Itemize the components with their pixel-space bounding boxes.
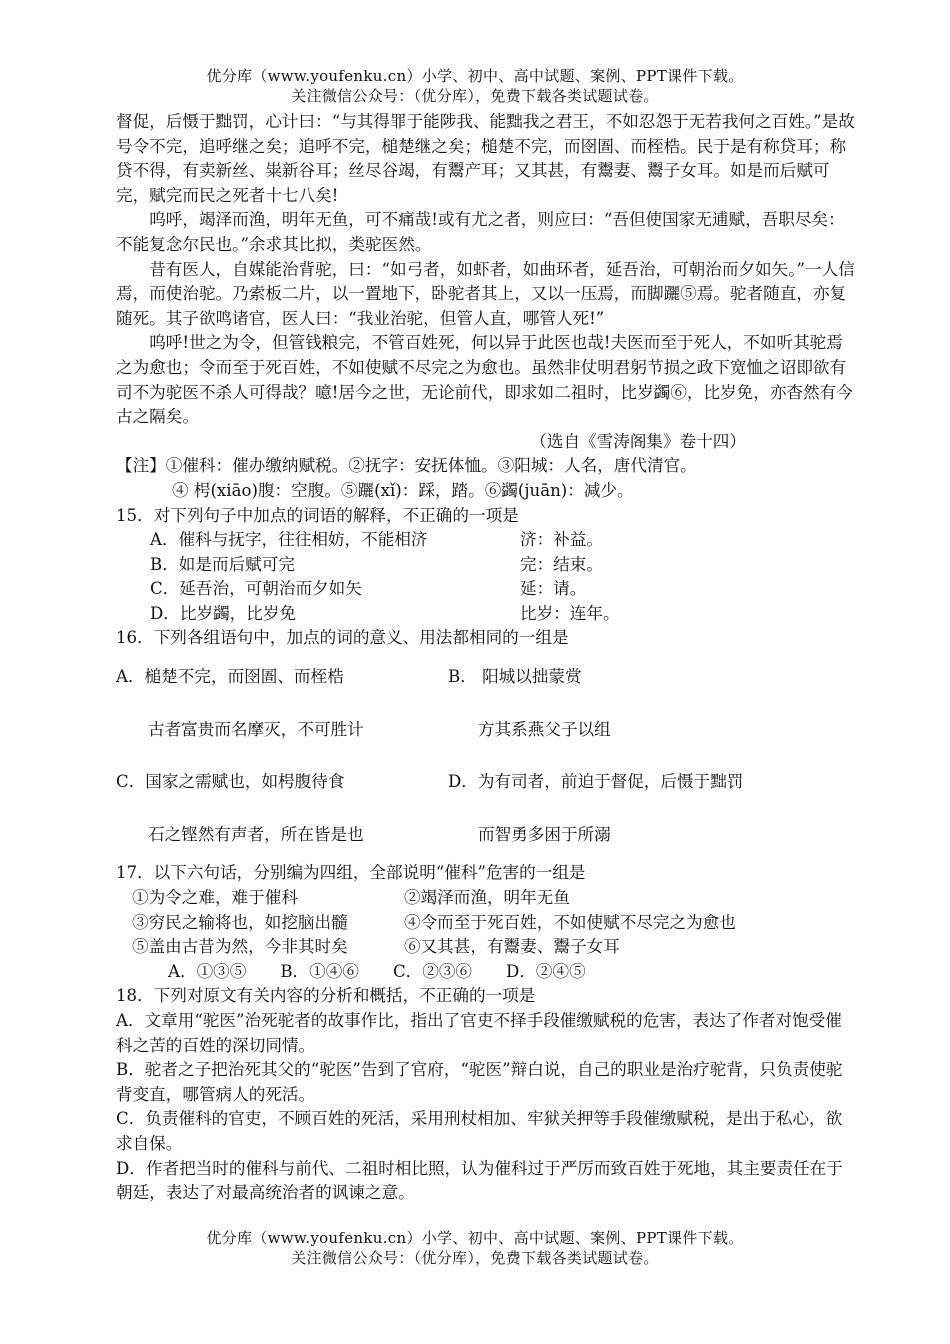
question-18-option-d: D．作者把当时的催科与前代、二祖时相比照，认为催科过于严厉而致百姓于死地，其主要责任在于朝廷，表达了对最高统治者的讽谏之意。	[116, 1158, 843, 1203]
notes-line-1: 【注】①催科：催办缴纳赋税。②抚字：安抚体恤。③阳城：人名，唐代清官。	[116, 456, 697, 476]
question-15-option-c: C．延吾治，可朝治而夕如矢 延：请。	[150, 579, 587, 599]
question-15-option-b: B．如是而后赋可完 完：结束。	[150, 554, 603, 574]
question-16-stem: 16．下列各组语句中，加点的词的意义、用法都相同的一组是	[116, 628, 569, 648]
question-18-option-c: C．负责催科的官吏，不顾百姓的死活，采用刑杖相加、牢狱关押等手段催缴赋税，是出于私心，欲求自保。	[116, 1109, 843, 1153]
question-17-sentences-row-1: ①为令之难，难于催科 ②竭泽而渔，明年无鱼	[132, 888, 570, 908]
question-17-choices: A．①③⑤ B．①④⑥ C．②③⑥ D．②④⑤	[168, 961, 586, 981]
header-line-2: 关注微信公众号：（优分库），免费下载各类试题试卷。	[291, 87, 659, 105]
question-16-row-cd-1: C．国家之需赋也，如枵腹待食 D．为有司者，前迫于督促，后慑于黜罚	[116, 772, 744, 792]
footer-line-2: 关注微信公众号：（优分库），免费下载各类试题试卷。	[291, 1249, 659, 1267]
question-18-stem: 18．下列对原文有关内容的分析和概括，不正确的一项是	[116, 986, 536, 1006]
document-body	[116, 110, 856, 1206]
page-header	[0, 66, 950, 106]
page-footer	[0, 1228, 950, 1268]
notes-line-2: ④ 枵(xiāo)腹：空腹。⑤躧(xǐ)：踩，踏。⑥蠲(juān)：减少。	[172, 480, 634, 500]
passage-paragraph-1: 督促，后慑于黜罚，心计曰：“与其得罪于能陟我、能黜我之君王，不如忍怨于无若我何之百姓。”是故号令不完，追呼继之矣；追呼不完，槌楚继之矣；槌楚不完，而囹圄、而桎梏。民于是有称贷耳；称贷不得，有卖新丝、粜新谷耳；丝尽谷竭，有鬻产耳；又其甚，有鬻妻、鬻子女耳。如是而后赋可完，赋完而民之死者十七八矣!	[116, 112, 855, 205]
question-15-stem: 15．对下列句子中加点的词语的解释，不正确的一项是	[116, 505, 519, 525]
question-15-option-d: D．比岁蠲，比岁免 比岁：连年。	[150, 603, 620, 623]
question-17-stem: 17．以下六句话，分别编为四组，全部说明“催科”危害的一组是	[116, 863, 586, 883]
header-line-1: 优分库（www.youfenku.cn）小学、初中、高中试题、案例、PPT课件下载。	[206, 67, 744, 85]
question-17-sentences-row-3: ⑤盖由古昔为然，今非其时矣 ⑥又其甚，有鬻妻、鬻子女耳	[132, 937, 620, 957]
question-18-option-a: A．文章用“驼医”治死驼者的故事作比，指出了官吏不择手段催缴赋税的危害，表达了作者对饱受催科之苦的百姓的深切同情。	[116, 1011, 842, 1055]
passage-paragraph-2: 呜呼，竭泽而渔，明年无鱼，可不痛哉!或有尤之者，则应曰：“吾但使国家无逋赋，吾职尽矣：不能复念尔民也。”余求其比拟，类驼医然。	[116, 210, 845, 254]
passage-paragraph-4: 呜呼!世之为令，但管钱粮完，不管百姓死，何以异于此医也哉!夫医而至于死人，不如听其驼焉之为愈也；令而至于死百姓，不如使赋不尽完之为愈也。虽然非仗明君躬节损之政下宽恤之诏即欲有司不为驼医不杀人可得哉？噫!居今之世，无论前代，即求如二祖时，比岁蠲⑥，比岁免，亦杳然有今古之隔矣。	[116, 333, 853, 427]
question-16-row-cd-2: 石之铿然有声者，所在皆是也 而智勇多困于所溺	[148, 824, 611, 844]
question-16-row-ab-1: A．槌楚不完，而囹圄、而桎梏 B． 阳城以拙蒙赏	[116, 667, 582, 687]
question-16-row-ab-2: 古者富贵而名摩灭，不可胜计 方其系燕父子以组	[148, 719, 611, 739]
passage-paragraph-3: 昔有医人，自媒能治背驼，曰：“如弓者，如虾者，如曲环者，延吾治，可朝治而夕如矢。”一人信焉，而使治驼。乃索板二片，以一置地下，卧驼者其上，又以一压焉，而脚躧⑤焉。驼者随直，亦复随死。其子欲鸣诸官，医人曰：“我业治驼，但管人直，哪管人死!”	[116, 259, 855, 328]
question-17-sentences-row-2: ③穷民之输将也，如挖脑出髓 ④令而至于死百姓，不如使赋不尽完之为愈也	[132, 912, 736, 932]
question-18-option-b: B．驼者之子把治死其父的“驼医”告到了官府，“驼医”辩白说，自己的职业是治疗驼背，只负责使驼背变直，哪管病人的死活。	[116, 1060, 843, 1104]
question-15-option-a: A．催科与抚字，往往相妨，不能相济 济：补益。	[150, 530, 603, 550]
passage-source: （选自《雪涛阁集》卷十四）	[530, 431, 746, 451]
footer-line-1: 优分库（www.youfenku.cn）小学、初中、高中试题、案例、PPT课件下载。	[206, 1229, 744, 1247]
